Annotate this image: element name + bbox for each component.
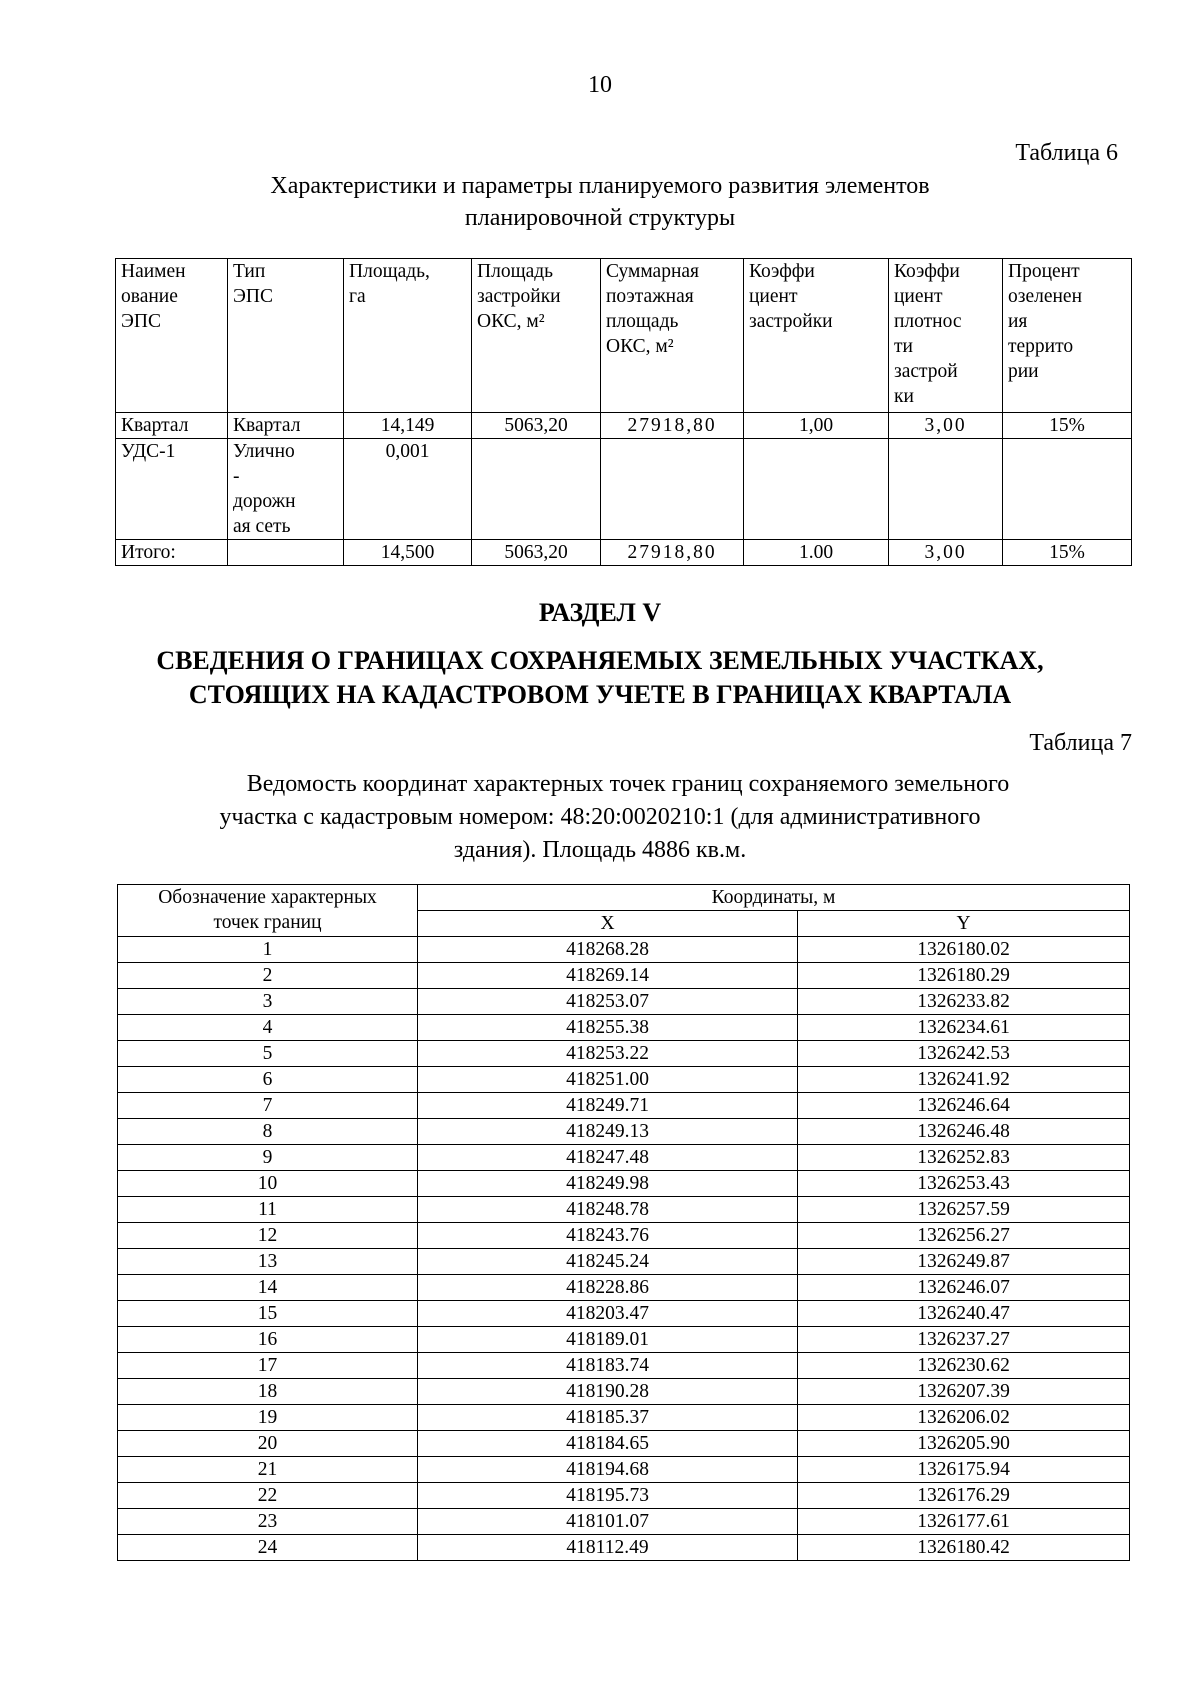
table6-header-row [116, 259, 1132, 413]
table7-row [118, 1119, 1130, 1145]
table7-row [118, 1145, 1130, 1171]
table7-header-point-line: Обозначение характерных [158, 887, 377, 908]
table6-header-line: террито [1008, 336, 1074, 357]
table6-header-line: площадь [606, 311, 679, 332]
table7-header-point-line: точек границ [213, 912, 322, 933]
table6-header-line: циент [894, 286, 943, 307]
table6-header-line: ия [1008, 311, 1028, 332]
table6-header-line: застрой [894, 361, 958, 382]
table7-row [118, 963, 1130, 989]
table7-row [118, 1431, 1130, 1457]
table6-header-line: циент [749, 286, 798, 307]
table7-cell-y: 1326206.02 [798, 1405, 1130, 1431]
table7-cell-point: 24 [118, 1535, 418, 1561]
table7-cell-point: 14 [118, 1275, 418, 1301]
table7-cell-y: 1326257.59 [798, 1197, 1130, 1223]
table7-cell-x: 418183.74 [418, 1353, 798, 1379]
table6-header-line: ки [894, 386, 914, 407]
table6-cell-type [228, 439, 344, 540]
table6-header-cell [1003, 259, 1132, 413]
table7-cell-x: 418195.73 [418, 1483, 798, 1509]
table6-cell-type [228, 540, 344, 566]
table6-cell-type-line: Квартал [233, 415, 301, 436]
table7-cell-y: 1326256.27 [798, 1223, 1130, 1249]
table7-cell-x: 418184.65 [418, 1431, 798, 1457]
table7-row [118, 1301, 1130, 1327]
table7-row [118, 1327, 1130, 1353]
table6-header-cell [472, 259, 601, 413]
table7-header-coords: Координаты, м [418, 885, 1130, 911]
table6-header-line: ти [894, 336, 913, 357]
table7-cell-point: 13 [118, 1249, 418, 1275]
table6-cell-k-build [744, 439, 889, 540]
table6-header-cell [601, 259, 744, 413]
table6-cell-floor: 27918,80 [601, 540, 744, 566]
table7-cell-y: 1326180.42 [798, 1535, 1130, 1561]
table7-cell-point: 9 [118, 1145, 418, 1171]
table7-cell-y: 1326241.92 [798, 1067, 1130, 1093]
table7-cell-x: 418228.86 [418, 1275, 798, 1301]
table7-cell-y: 1326246.07 [798, 1275, 1130, 1301]
table7-row [118, 937, 1130, 963]
table6-header-cell [228, 259, 344, 413]
table6-header-line: застройки [477, 286, 561, 307]
table6-cell-built: 5063,20 [472, 413, 601, 439]
table7-row [118, 1223, 1130, 1249]
table7-row [118, 989, 1130, 1015]
table7-cell-x: 418249.13 [418, 1119, 798, 1145]
table7-cell-point: 23 [118, 1509, 418, 1535]
table7-cell-y: 1326246.64 [798, 1093, 1130, 1119]
table7-cell-point: 4 [118, 1015, 418, 1041]
table7-cell-y: 1326237.27 [798, 1327, 1130, 1353]
table6-header-line: рии [1008, 361, 1039, 382]
table6-cell-name: Квартал [116, 413, 228, 439]
table6-cell-name: Итого: [116, 540, 228, 566]
table6-cell-type-line: ая сеть [233, 516, 291, 537]
table7-caption-line: участка с кадастровым номером: 48:20:0020210:1 (для административного [219, 804, 981, 830]
table6-header-line: Наимен [121, 261, 186, 282]
table6-header-cell [744, 259, 889, 413]
table6-header-line: ЭПС [121, 311, 161, 332]
table7-cell-x: 418253.07 [418, 989, 798, 1015]
table7-cell-x: 418248.78 [418, 1197, 798, 1223]
table6-cell-area: 0,001 [344, 439, 472, 540]
table7-cell-x: 418245.24 [418, 1249, 798, 1275]
table6-cell-area: 14,149 [344, 413, 472, 439]
section-subtitle [0, 644, 1200, 712]
table7-row [118, 1405, 1130, 1431]
table7-cell-point: 15 [118, 1301, 418, 1327]
table7-cell-y: 1326230.62 [798, 1353, 1130, 1379]
table6-header-cell [889, 259, 1003, 413]
table6-cell-floor [601, 439, 744, 540]
table7-cell-x: 418203.47 [418, 1301, 798, 1327]
table7-row [118, 1353, 1130, 1379]
table6-header-line: Площадь, [349, 261, 430, 282]
table7-cell-x: 418243.76 [418, 1223, 798, 1249]
table7-cell-x: 418190.28 [418, 1379, 798, 1405]
table6-header-line: озеленен [1008, 286, 1083, 307]
table7-cell-x: 418247.48 [418, 1145, 798, 1171]
table7-cell-point: 5 [118, 1041, 418, 1067]
table6-row [116, 413, 1132, 439]
table7-label: Таблица 7 [1029, 730, 1132, 756]
table7-cell-y: 1326246.48 [798, 1119, 1130, 1145]
table6-cell-built [472, 439, 601, 540]
table6-cell-k-build: 1,00 [744, 413, 889, 439]
table7-row [118, 1509, 1130, 1535]
table7-header-point [118, 885, 418, 937]
table7-row [118, 1093, 1130, 1119]
table7-cell-y: 1326205.90 [798, 1431, 1130, 1457]
section-subtitle-line: СТОЯЩИХ НА КАДАСТРОВОМ УЧЕТЕ В ГРАНИЦАХ КВАРТАЛА [188, 680, 1012, 709]
table6-label: Таблица 6 [1015, 140, 1118, 166]
section-subtitle-line: СВЕДЕНИЯ О ГРАНИЦАХ СОХРАНЯЕМЫХ ЗЕМЕЛЬНЫХ УЧАСТКАХ, [156, 646, 1044, 675]
table7-cell-x: 418189.01 [418, 1327, 798, 1353]
table7-cell-x: 418112.49 [418, 1535, 798, 1561]
table7-cell-y: 1326253.43 [798, 1171, 1130, 1197]
table6-cell-type-line: - [233, 466, 240, 487]
table6-cell-green: 15% [1003, 540, 1132, 566]
table7-cell-point: 12 [118, 1223, 418, 1249]
page-number: 10 [588, 72, 612, 98]
table7-cell-x: 418194.68 [418, 1457, 798, 1483]
table7-row [118, 1015, 1130, 1041]
table6-header-cell [116, 259, 228, 413]
table7-cell-point: 10 [118, 1171, 418, 1197]
table6-header-line: ОКС, м² [477, 311, 545, 332]
table6-cell-k-density: 3,00 [889, 540, 1003, 566]
table7-row [118, 1197, 1130, 1223]
table7-cell-x: 418268.28 [418, 937, 798, 963]
table7-cell-point: 18 [118, 1379, 418, 1405]
table6-caption-line: планировочной структуры [464, 205, 736, 231]
table7-cell-point: 20 [118, 1431, 418, 1457]
table7-cell-point: 16 [118, 1327, 418, 1353]
table7-row [118, 1483, 1130, 1509]
table7-cell-point: 8 [118, 1119, 418, 1145]
table7-caption-line: здания). Площадь 4886 кв.м. [453, 837, 747, 863]
table6-header-line: ОКС, м² [606, 336, 674, 357]
table7-cell-x: 418101.07 [418, 1509, 798, 1535]
table7-cell-point: 21 [118, 1457, 418, 1483]
table7-row [118, 1067, 1130, 1093]
table6-header-line: Суммарная [606, 261, 700, 282]
table6-header-line: га [349, 286, 366, 307]
table7-header-y: Y [798, 911, 1130, 937]
table6-row [116, 439, 1132, 540]
table7-cell-y: 1326240.47 [798, 1301, 1130, 1327]
table7-cell-x: 418249.98 [418, 1171, 798, 1197]
table6-cell-type-line: дорожн [233, 491, 296, 512]
table7-cell-x: 418255.38 [418, 1015, 798, 1041]
table6-header-line: Тип [233, 261, 266, 282]
table7-cell-x: 418251.00 [418, 1067, 798, 1093]
table7-cell-y: 1326233.82 [798, 989, 1130, 1015]
table7-cell-point: 7 [118, 1093, 418, 1119]
table7-cell-y: 1326249.87 [798, 1249, 1130, 1275]
table6-header-line: ование [121, 286, 178, 307]
table6-cell-green [1003, 439, 1132, 540]
table6-cell-built: 5063,20 [472, 540, 601, 566]
table7-cell-y: 1326180.02 [798, 937, 1130, 963]
table7-cell-point: 1 [118, 937, 418, 963]
table7-row [118, 1275, 1130, 1301]
table7-cell-y: 1326252.83 [798, 1145, 1130, 1171]
table7-row [118, 1535, 1130, 1561]
table7-row [118, 1249, 1130, 1275]
table7-row [118, 1457, 1130, 1483]
table6-header-line: Площадь [477, 261, 554, 282]
table6-cell-floor: 27918,80 [601, 413, 744, 439]
table7-row [118, 1379, 1130, 1405]
table7-header-row [118, 885, 1130, 911]
table6-header-line: Коэффи [894, 261, 960, 282]
table6-header-line: застройки [749, 311, 833, 332]
table6-cell-k-density [889, 439, 1003, 540]
table7-cell-x: 418269.14 [418, 963, 798, 989]
table7-cell-point: 22 [118, 1483, 418, 1509]
table7-cell-x: 418253.22 [418, 1041, 798, 1067]
table7-cell-y: 1326207.39 [798, 1379, 1130, 1405]
table6-header-cell [344, 259, 472, 413]
table6-cell-type [228, 413, 344, 439]
table7-cell-point: 17 [118, 1353, 418, 1379]
table7-cell-y: 1326175.94 [798, 1457, 1130, 1483]
table7-cell-point: 6 [118, 1067, 418, 1093]
table7-cell-point: 11 [118, 1197, 418, 1223]
table7-cell-point: 2 [118, 963, 418, 989]
table7-row [118, 1041, 1130, 1067]
table7-cell-y: 1326180.29 [798, 963, 1130, 989]
table6-caption-line: Характеристики и параметры планируемого развития элементов [270, 173, 930, 199]
table7-caption [0, 768, 1200, 867]
table7-cell-point: 19 [118, 1405, 418, 1431]
table7-cell-y: 1326176.29 [798, 1483, 1130, 1509]
table6-cell-area: 14,500 [344, 540, 472, 566]
table7-cell-y: 1326242.53 [798, 1041, 1130, 1067]
table6-caption [0, 170, 1200, 234]
table6-header-line: ЭПС [233, 286, 273, 307]
table6-cell-green: 15% [1003, 413, 1132, 439]
table6-cell-k-density: 3,00 [889, 413, 1003, 439]
section-title: РАЗДЕЛ V [538, 598, 662, 627]
table6-header-line: плотнос [894, 311, 962, 332]
table7-row [118, 1171, 1130, 1197]
table7-header-x: X [418, 911, 798, 937]
table7-caption-line: Ведомость координат характерных точек границ сохраняемого земельного [246, 771, 1010, 797]
table7-cell-x: 418249.71 [418, 1093, 798, 1119]
table7-cell-x: 418185.37 [418, 1405, 798, 1431]
table7-cell-y: 1326234.61 [798, 1015, 1130, 1041]
table6-row [116, 540, 1132, 566]
table7-cell-y: 1326177.61 [798, 1509, 1130, 1535]
table6-header-line: поэтажная [606, 286, 694, 307]
table6-cell-type-line: Улично [233, 441, 295, 462]
table7 [117, 884, 1130, 1561]
table6 [115, 258, 1132, 566]
table7-cell-point: 3 [118, 989, 418, 1015]
table6-header-line: Коэффи [749, 261, 815, 282]
table6-header-line: Процент [1008, 261, 1080, 282]
table6-cell-k-build: 1.00 [744, 540, 889, 566]
table6-cell-name: УДС-1 [116, 439, 228, 540]
